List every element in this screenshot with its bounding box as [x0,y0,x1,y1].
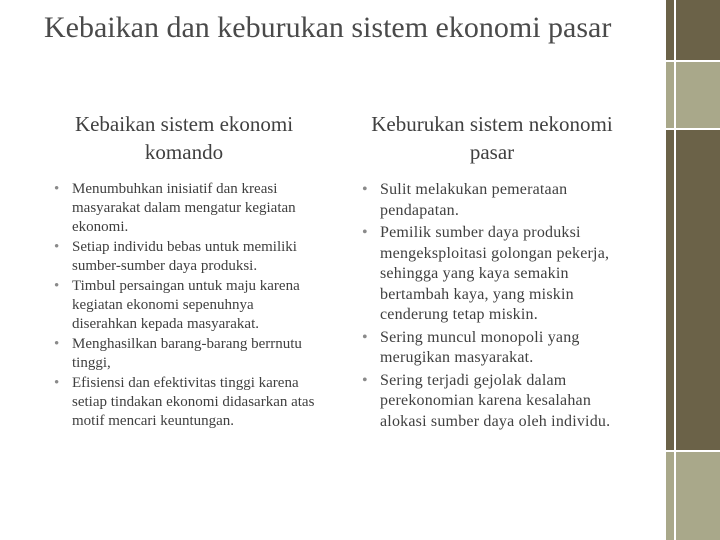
list-item-text: Sering muncul monopoli yang merugikan masyarakat. [380,328,580,366]
left-column [50,110,318,432]
bullet-dot-icon: • [54,336,60,352]
left-column-heading: Kebaikan sistem ekonomi komando [74,112,294,164]
bullet-dot-icon: • [362,181,368,198]
list-item-text: Setiap individu bebas untuk memiliki sumber-sumber daya produksi. [72,239,297,274]
list-item [50,180,318,237]
bullet-dot-icon: • [362,328,368,346]
stripe-edge [674,0,676,540]
list-item [50,277,318,334]
right-column [358,110,640,434]
list-item-text: Menumbuhkan inisiatif dan kreasi masyarakat dalam mengatur kegiatan ekonomi. [72,181,296,235]
list-item-text: Timbul persaingan untuk maju karena kegiatan ekonomi sepenuhnya diserahkan kepada masyarakat. [72,278,300,332]
list-item [358,328,640,369]
list-item [50,374,318,431]
list-item [50,238,318,276]
right-column-heading: Keburukan sistem nekonomi pasar [371,112,613,164]
list-item-text: Efisiensi dan efektivitas tinggi karena setiap tindakan ekonomi didasarkan atas motif mencari keuntungan. [72,375,315,429]
left-bullet-list [50,180,318,431]
slide-title: Kebaikan dan keburukan sistem ekonomi pasar [44,11,612,44]
right-bullet-list [358,180,640,432]
list-item-text: Pemilik sumber daya produksi mengeksploitasi golongan pekerja, sehingga yang kaya semakin bertambah kaya, yang miskin cenderung tetap miskin. [380,224,610,323]
list-item [358,223,640,326]
list-item [50,335,318,373]
list-item-text: Sulit melakukan pemerataan pendapatan. [380,181,568,219]
list-item [358,371,640,433]
bullet-dot-icon: • [54,278,60,294]
list-item-text: Menghasilkan barang-barang berrnutu tinggi, [72,336,302,371]
bullet-dot-icon: • [362,371,368,389]
bullet-dot-icon: • [54,181,60,197]
decorative-side-stripes [666,0,720,540]
list-item [358,180,640,221]
bullet-dot-icon: • [362,224,368,241]
bullet-dot-icon: • [54,239,60,255]
list-item-text: Sering terjadi gejolak dalam perekonomian karena kesalahan alokasi sumber daya oleh individu. [380,371,611,430]
bullet-dot-icon: • [54,375,60,391]
